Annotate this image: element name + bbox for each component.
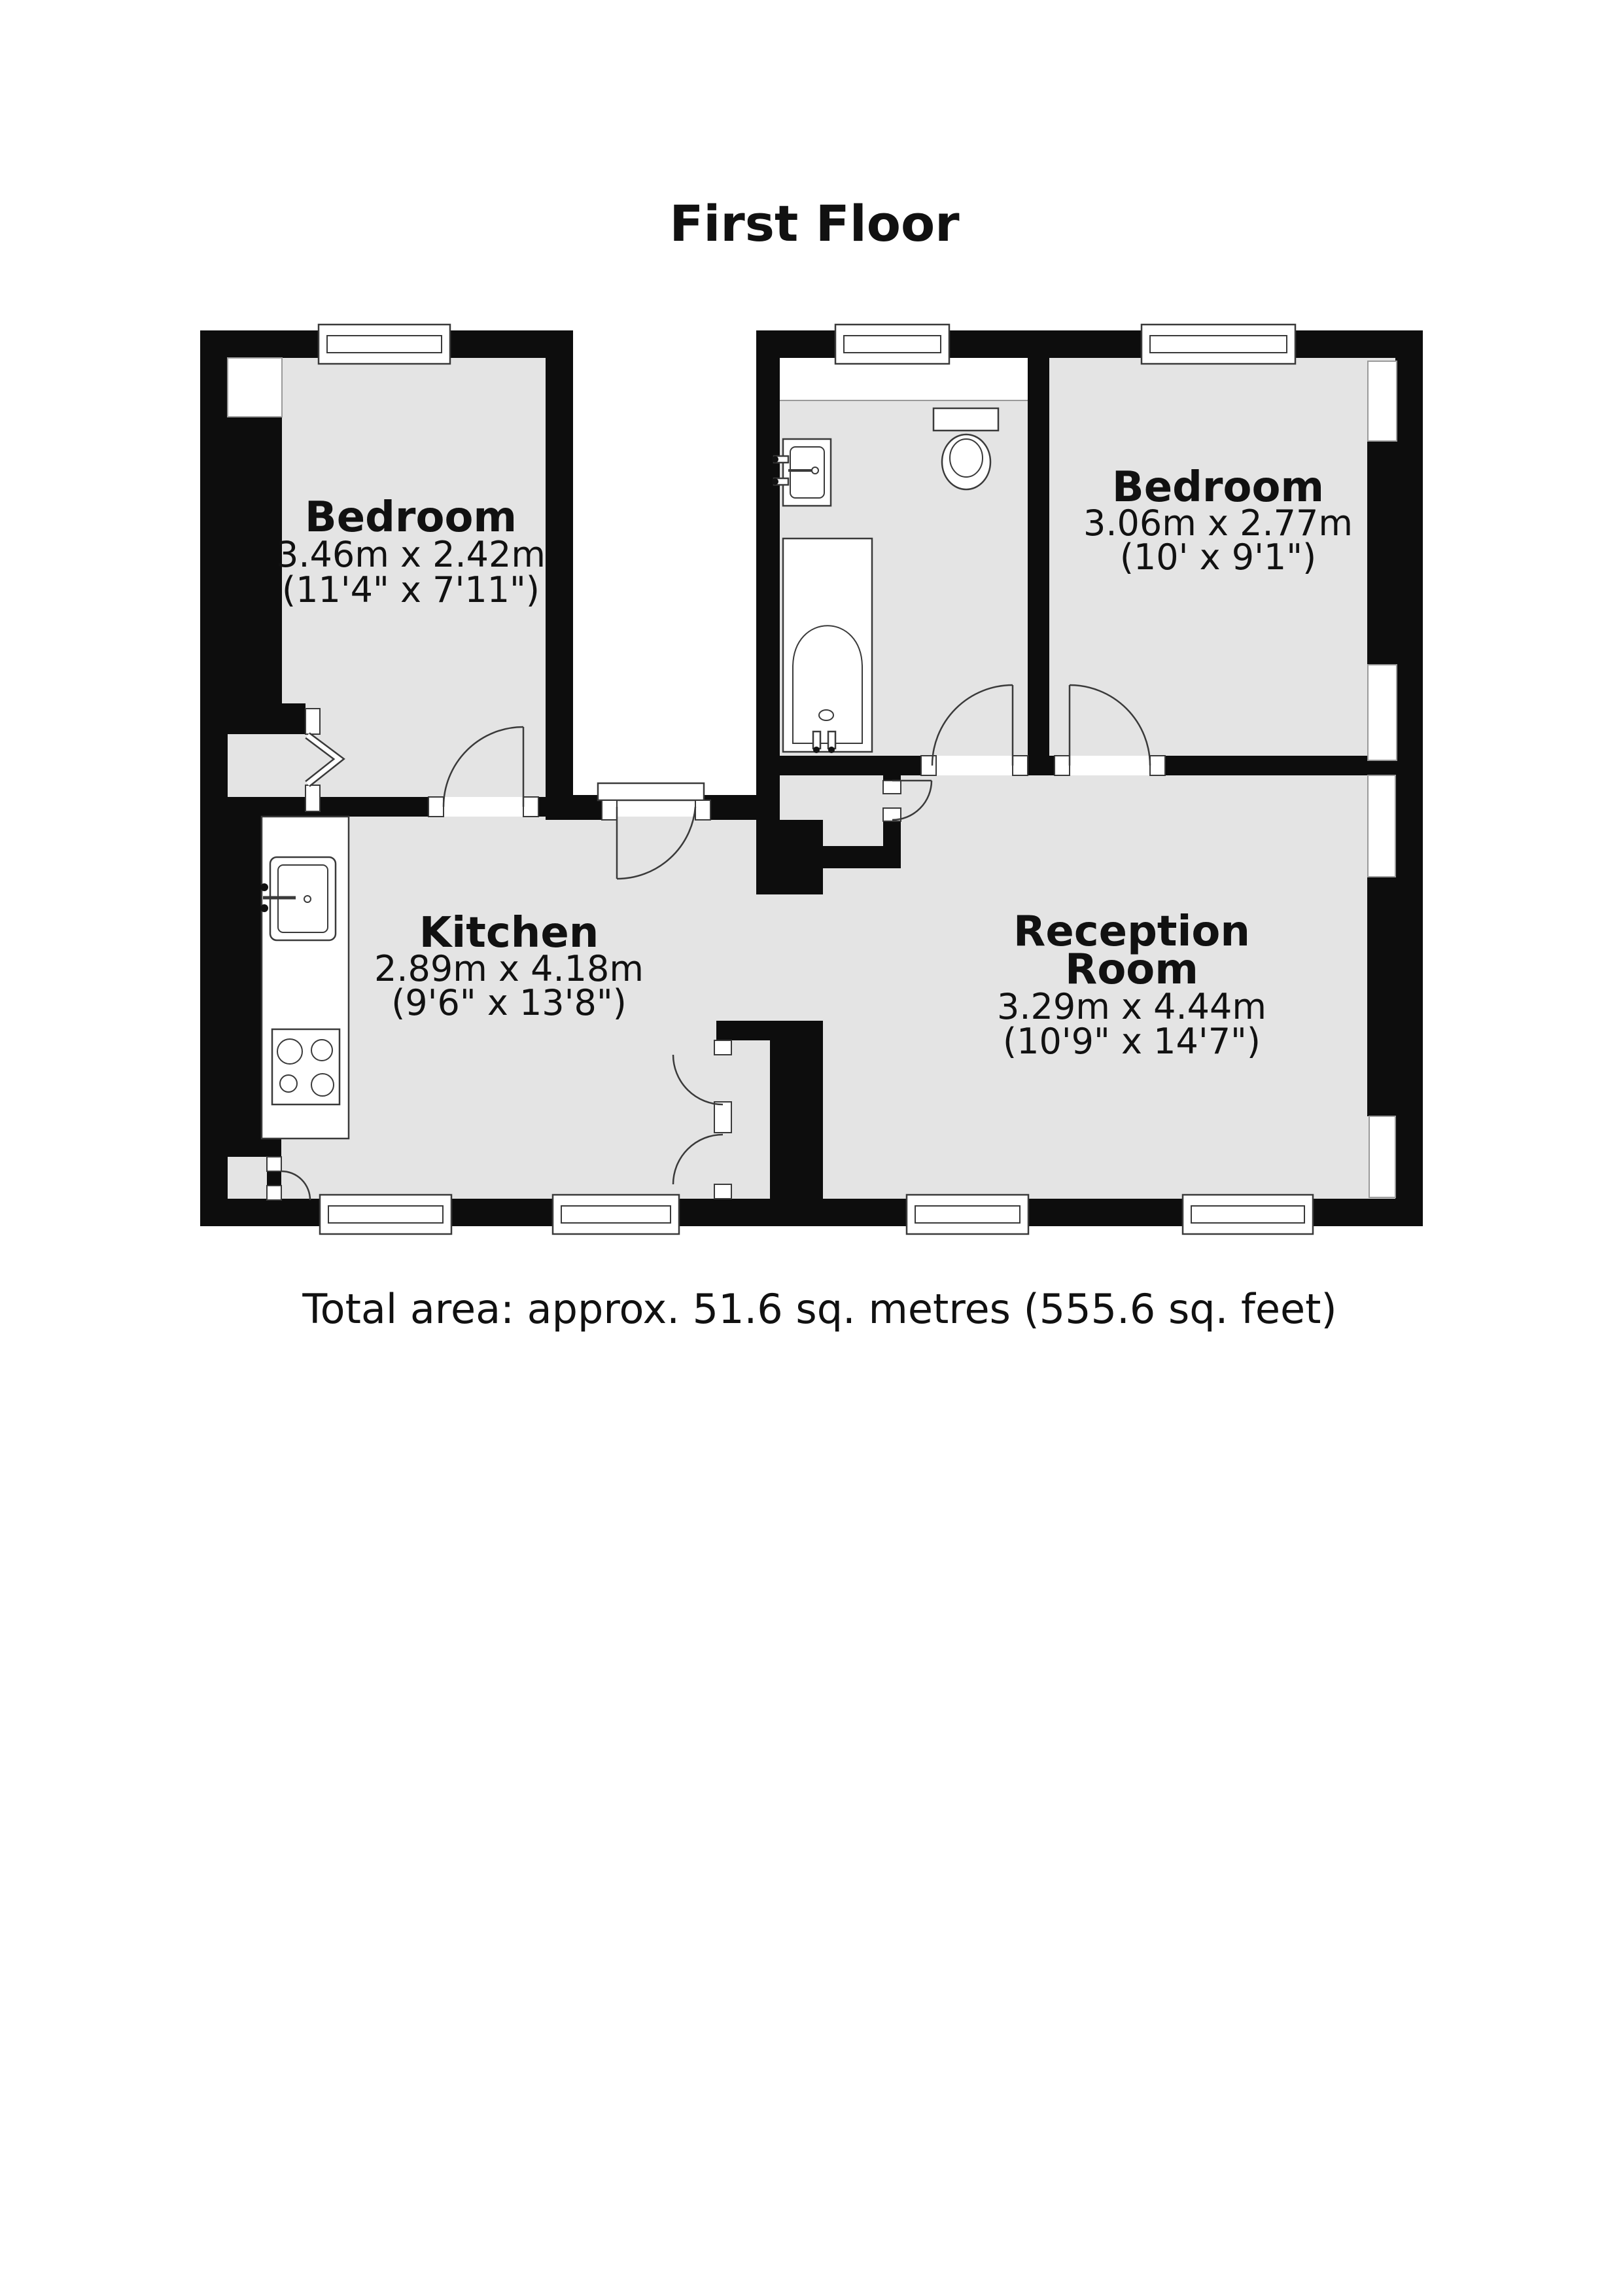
reception-imperial: (10'9" x 14'7") (1003, 1021, 1261, 1062)
bedroom1-name: Bedroom (304, 493, 517, 542)
window-reception-bottom-right (1183, 1195, 1313, 1234)
kitchen-name: Kitchen (419, 909, 599, 957)
window-recess-bedroom2-lower (1368, 665, 1397, 760)
kitchen-metric: 2.89m x 4.18m (374, 948, 644, 989)
window-recess-reception-lower (1369, 1116, 1395, 1197)
page-title: First Floor (669, 194, 960, 253)
bathtub (783, 539, 872, 753)
window-bedroom1-top (319, 325, 450, 364)
stairwell-landing (573, 330, 756, 795)
reception-name-line1: Reception (1013, 908, 1250, 956)
bedroom1-closet-floor (228, 734, 546, 797)
store-floor (228, 1157, 267, 1199)
reception-metric: 3.29m x 4.44m (997, 986, 1266, 1027)
window-kitchen-bottom-right (553, 1195, 679, 1234)
passage-floor (773, 894, 823, 1021)
bedroom2-name: Bedroom (1111, 463, 1325, 512)
bedroom1-imperial: (11'4" x 7'11") (282, 569, 540, 610)
window-reception-bottom-left (907, 1195, 1028, 1234)
bedroom2-imperial: (10' x 9'1") (1119, 537, 1317, 578)
label-bedroom1 (276, 493, 546, 610)
bedroom2-metric: 3.06m x 2.77m (1083, 503, 1353, 544)
bedroom1-metric: 3.46m x 2.42m (276, 534, 546, 575)
window-kitchen-bottom-left (320, 1195, 451, 1234)
reception-name-line2: Room (1065, 945, 1198, 994)
window-recess-bedroom2-upper (1368, 361, 1397, 441)
kitchen-sink (260, 857, 336, 940)
kitchen-imperial: (9'6" x 13'8") (391, 982, 627, 1023)
window-recess-reception-upper (1368, 775, 1395, 877)
exterior-notch (228, 358, 282, 417)
hob (272, 1029, 340, 1104)
window-bathroom-top (835, 325, 949, 364)
label-bedroom2 (1083, 463, 1353, 578)
total-area-caption: Total area: approx. 51.6 sq. metres (555.6 sq. feet) (302, 1285, 1337, 1333)
window-bedroom2-top (1142, 325, 1295, 364)
